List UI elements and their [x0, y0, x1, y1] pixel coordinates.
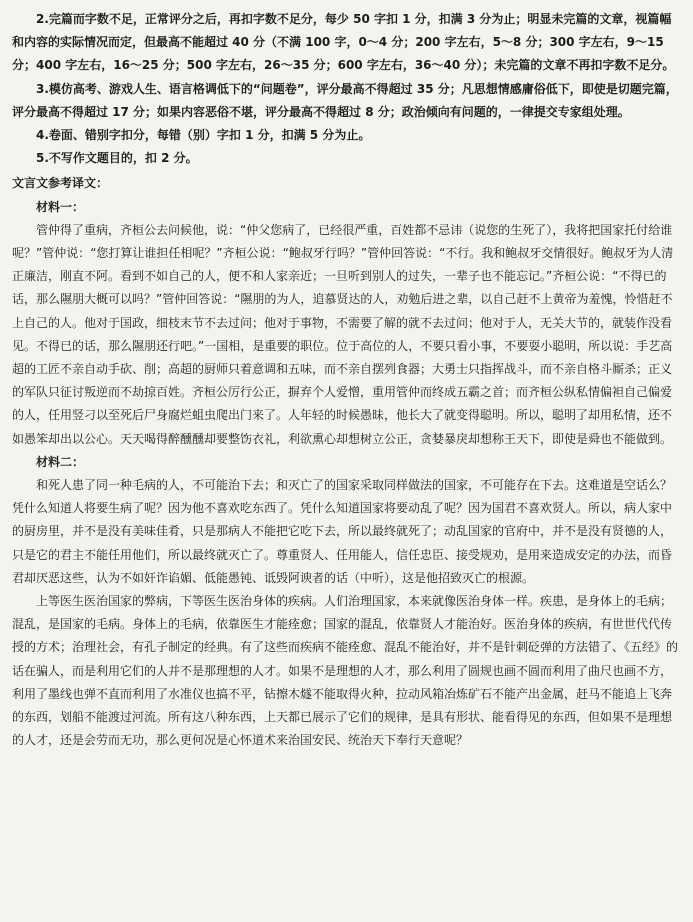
material2-paragraph-1: 和死人患了同一种毛病的人，不可能治下去；和灭亡了的国家采取同样做法的国家，不可能存在下去。这难道是空话么？凭什么知道人将要生病了呢？因为他不喜欢吃东西了。凭什么知道国家将要动乱了呢？因为国君不喜欢贤人。所以，病人家中的厨房里，并不是没有美味佳肴，只是那病人不能把它吃下去，所以最终就死了；动乱国家的官府中，并不是没有贤德的人，只是它的君主不能任用他们，所以最终就灭亡了。尊重贤人、任用能人，信任忠臣、接受规劝，是用来造成安定的办法，而昏君却厌恶这些，认为不如奸诈谄媚、低能愚钝、诋毁阿谀者的话（中听），这是他招致灭亡的根源。 [12, 478, 673, 585]
rule-4: 4.卷面、错别字扣分，每错（别）字扣 1 分，扣满 5 分为止。 [36, 128, 371, 143]
material2-heading: 材料二： [36, 454, 85, 469]
rule-2: 2.完篇而字数不足，正常评分之后，再扣字数不足分，每少 50 字扣 1 分，扣满 3 分为止；明显未完篇的文章，视篇幅和内容的实际情况而定，但最高不能超过 40 分（不满 100 字，0～4 分；200 字左右，5～8 分；300 字左右，9～15 分；400 字左右，16～25 分；500 字左右，26～35 分；600 字左右，36～40 分）；未完篇的文章不再扣字数不足分。 [12, 12, 675, 73]
rule-5: 5.不写作文题目的，扣 2 分。 [36, 151, 198, 166]
scoring-rules [12, 8, 681, 170]
material2-paragraph-2: 上等医生医治国家的弊病，下等医生医治身体的疾病。人们治理国家，本来就像医治身体一样。疾患，是身体上的毛病；混乱，是国家的毛病。身体上的毛病，依靠医生才能痊愈；国家的混乱，依靠贤人才能治好。医治身体的疾病，有世世代代传授的方术；治理社会，有孔子制定的经典。有了这些而疾病不能痊愈、混乱不能治好，并不是针刺砭弹的方法错了、《五经》的话在骗人，而是利用它们的人并不是那理想的人才。如果不是理想的人才，那么利用了圆规也画不圆而利用了曲尺也画不方，利用了墨线也弹不直而利用了水准仪也搞不平，钻擦木燧不能取得火种，拉动风箱冶炼矿石不能产出金属，赶马不能追上飞奔的东西，划船不能渡过河流。所有这八种东西，上天都已展示了它们的规律，是具有形状、能看得见的东西，但如果不是理想的人才，还是会劳而无功，那么更何况是心怀道术来治国安民、统治天下奉行天意呢？ [12, 594, 679, 748]
translation-title: 文言文参考译文： [12, 176, 109, 191]
material1-heading: 材料一： [36, 199, 85, 214]
material1-paragraph: 管仲得了重病，齐桓公去问候他，说：“仲父您病了，已经很严重，百姓都不忌讳（说您的生死了），我将把国家托付给谁呢？”管仲说：“您打算让谁担任相呢？”齐桓公说：“鲍叔牙行吗？”管仲回答说：“不行。我和鲍叔牙交情很好。鲍叔牙为人清正廉洁，刚直不阿。看到不如自己的人，便不和人家亲近；一旦听到别人的过失，一辈子也不能忘记。”齐桓公说：“不得已的话，那么隰朋大概可以吗？”管仲回答说：“隰朋的为人，追慕贤达的人，劝勉后进之辈，以自己赶不上黄帝为羞愧，怜惜赶不上自己的人。他对于国政，细枝末节不去过问；他对于事物，不需要了解的就不去过问；他对于人，无关大节的，就装作没看见。不得已的话，那么隰朋还行吧。”一国相，是重要的职位。位于高位的人，不要只看小事，不要耍小聪明，所以说：手艺高超的工匠不亲自动手砍、削；高超的厨师只着意调和五味，而不亲自摆列食器；大勇士只指挥战斗，而不亲自格斗厮杀；正义的军队只征讨叛逆而不劫掠百姓。齐桓公厉行公正，摒弃个人爱憎，重用管仲而终成五霸之首；而齐桓公纵私情偏袒自己偏爱的人，任用竖刁以至死后尸身腐烂蛆虫爬出门来了。人年轻的时候愚昧，他长大了就变得聪明。所以，聪明了却用私情，还不如愚笨却出以公心。天天喝得醉醺醺却要整饬衣礼，利欲熏心却想树立公正，贪婪暴戾却想称王天下，即使是舜也不能做到。 [12, 222, 674, 446]
rule-3: 3.模仿高考、游戏人生、语言格调低下的“问题卷”，评分最高不得超过 35 分；凡思想情感庸俗低下，即使是切题完篇，评分最高不得超过 17 分；如果内容恶俗不堪，评分最高不得超过 8 分；政治倾向有问题的，一律提交专家组处理。 [12, 81, 678, 119]
